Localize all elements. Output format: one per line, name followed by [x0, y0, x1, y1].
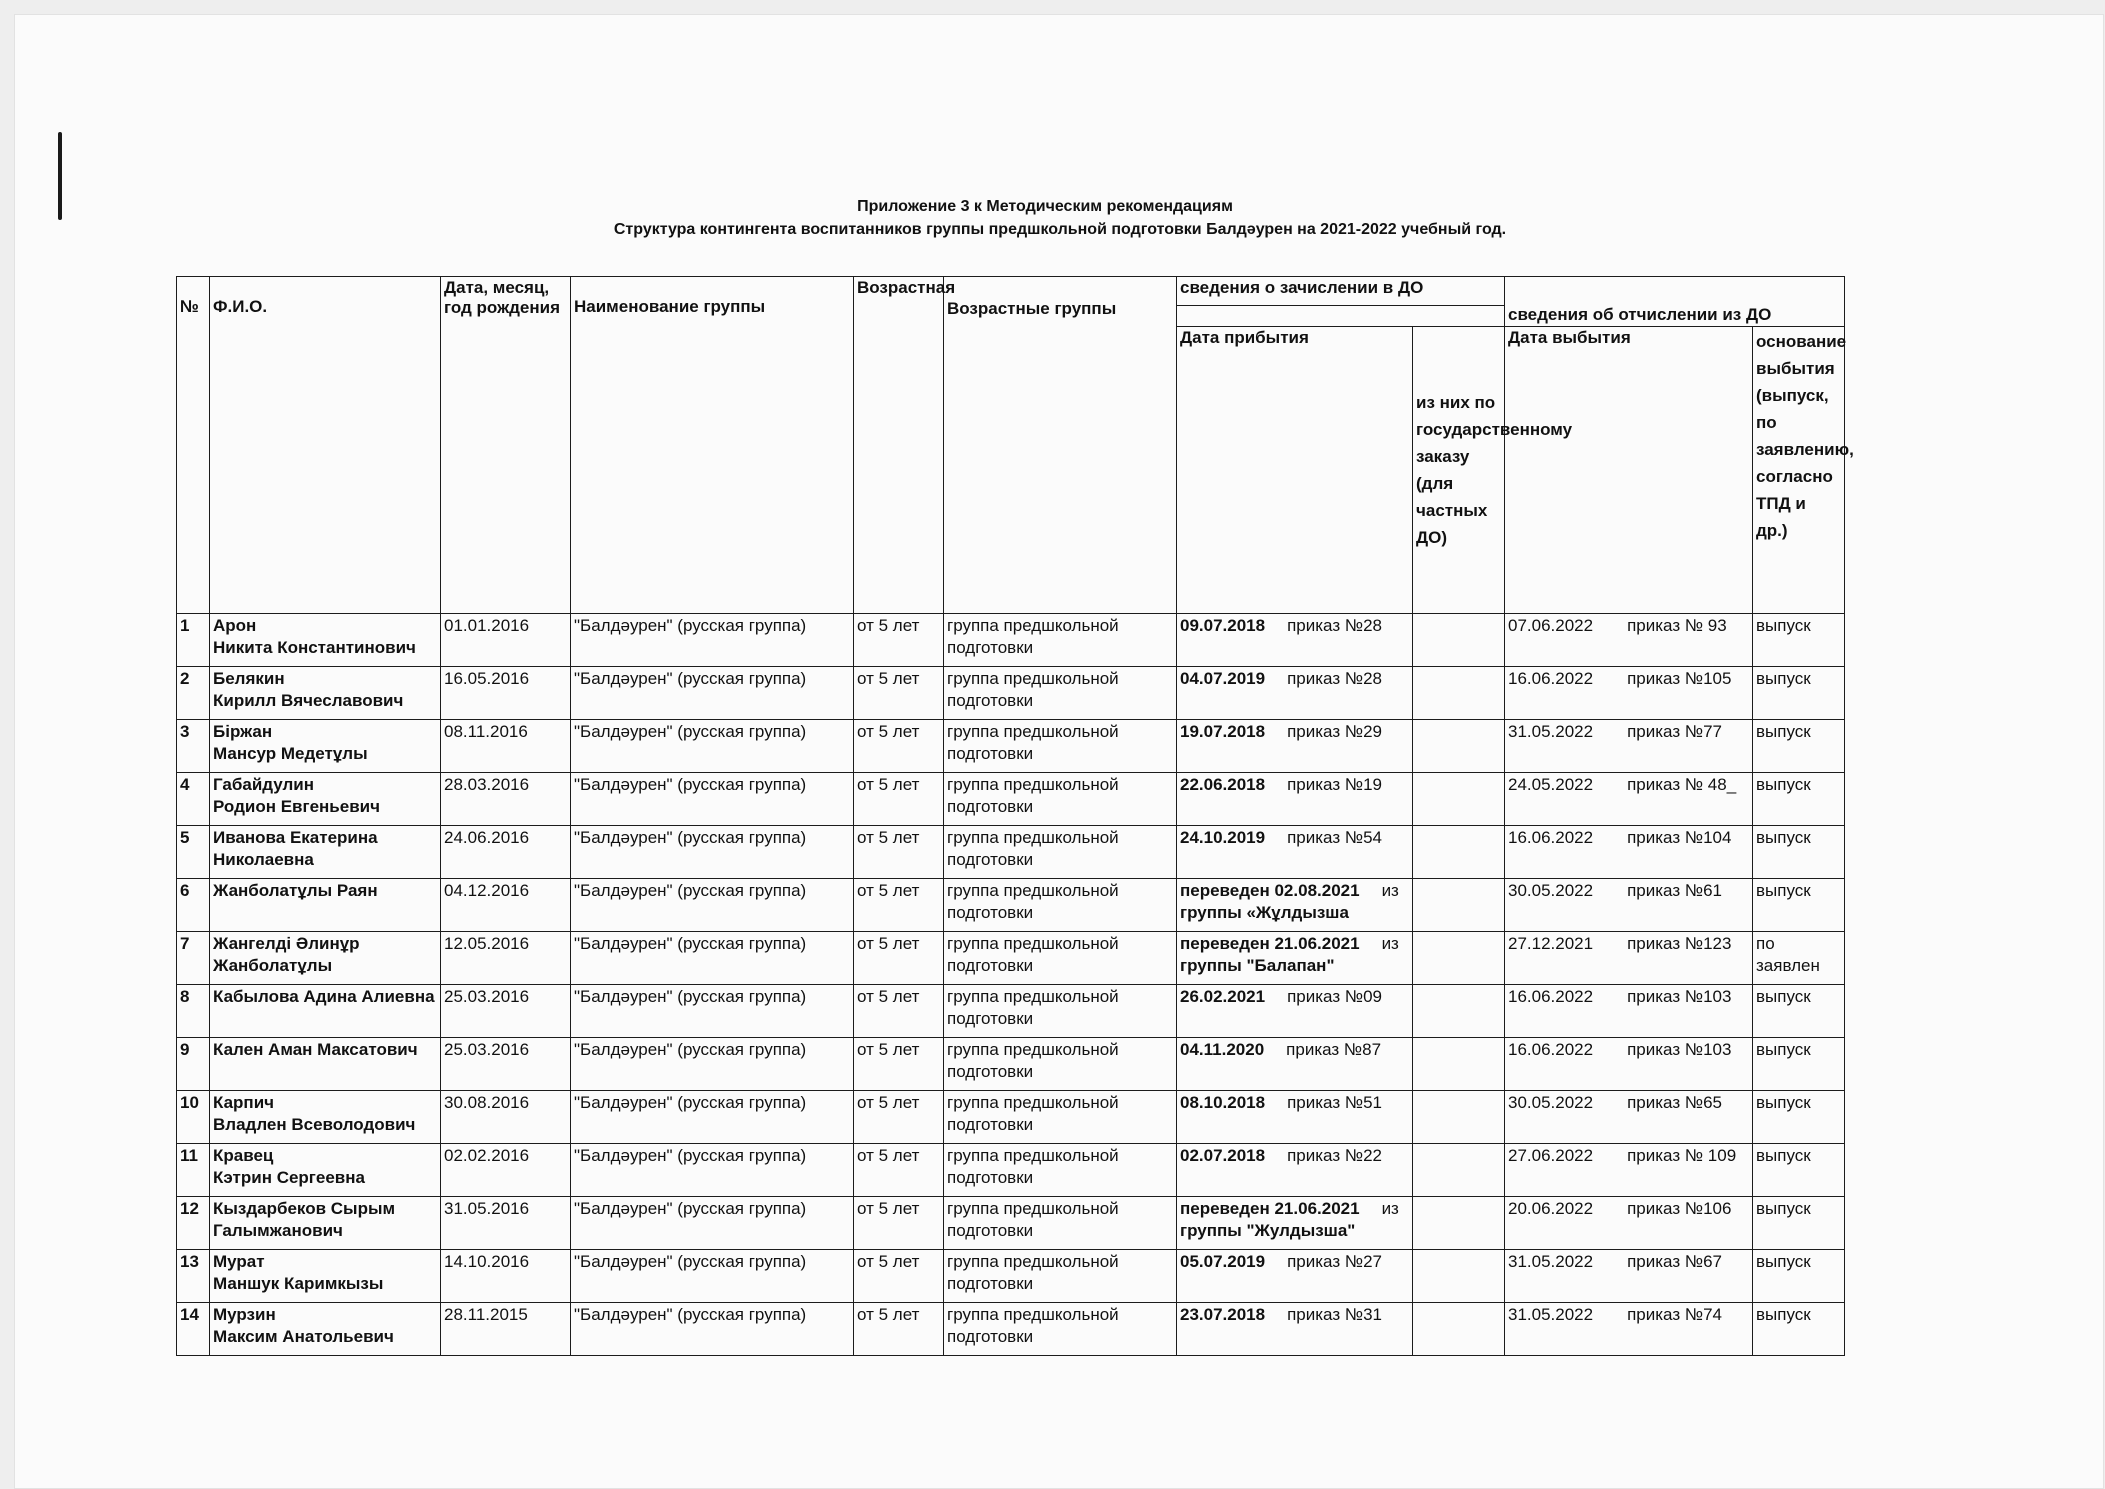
row-state-order	[1413, 667, 1505, 720]
row-departure: 16.06.2022 приказ №105	[1505, 667, 1753, 720]
row-arrival: переведен 02.08.2021 из группы «Жұлдызша	[1177, 879, 1413, 932]
table-row	[177, 879, 1845, 932]
row-reason: выпуск	[1753, 1197, 1845, 1250]
row-arrival: 09.07.2018 приказ №28	[1177, 614, 1413, 667]
row-number: 5	[177, 826, 210, 879]
row-age-group: группа предшкольной подготовки	[944, 614, 1177, 667]
row-age-group: группа предшкольной подготовки	[944, 1197, 1177, 1250]
header-departure-date: Дата выбытия	[1505, 327, 1753, 614]
row-number: 7	[177, 932, 210, 985]
title-line-2: Структура контингента воспитанников группы предшкольной подготовки Балдәурен на 2021-2022 учебный год.	[613, 221, 1507, 238]
row-dob: 14.10.2016	[441, 1250, 571, 1303]
table-row	[177, 773, 1845, 826]
row-dob: 31.05.2016	[441, 1197, 571, 1250]
row-state-order	[1413, 720, 1505, 773]
row-age-group: группа предшкольной подготовки	[944, 1303, 1177, 1356]
header-dob: Дата, месяц, год рождения	[441, 277, 571, 614]
header-enrollment: сведения о зачислении в ДО	[1177, 277, 1505, 306]
row-fio: Иванова Екатерина Николаевна	[210, 826, 441, 879]
row-fio: Мурат Маншук Каримкызы	[210, 1250, 441, 1303]
row-group: "Балдәурен" (русская группа)	[571, 826, 854, 879]
row-state-order	[1413, 1197, 1505, 1250]
row-group: "Балдәурен" (русская группа)	[571, 1197, 854, 1250]
header-reason: основание выбытия (выпуск, по заявлению, согласно ТПД и др.)	[1753, 327, 1845, 614]
table-row	[177, 1250, 1845, 1303]
row-fio: Арон Никита Константинович	[210, 614, 441, 667]
row-age: от 5 лет	[854, 1197, 944, 1250]
row-group: "Балдәурен" (русская группа)	[571, 1144, 854, 1197]
row-arrival: 05.07.2019 приказ №27	[1177, 1250, 1413, 1303]
row-dob: 28.03.2016	[441, 773, 571, 826]
row-number: 3	[177, 720, 210, 773]
row-number: 9	[177, 1038, 210, 1091]
row-fio: Габайдулин Родион Евгеньевич	[210, 773, 441, 826]
table-body	[177, 614, 1845, 1356]
row-departure: 07.06.2022 приказ № 93	[1505, 614, 1753, 667]
row-dob: 12.05.2016	[441, 932, 571, 985]
header-arrival-date: Дата прибытия	[1177, 327, 1413, 614]
header-age: Возрастная	[854, 277, 944, 614]
row-arrival: 04.07.2019 приказ №28	[1177, 667, 1413, 720]
header-state-order: из них по государственному заказу (для частных ДО)	[1413, 327, 1505, 614]
row-group: "Балдәурен" (русская группа)	[571, 1091, 854, 1144]
row-group: "Балдәурен" (русская группа)	[571, 667, 854, 720]
row-fio: Кабылова Адина Алиевна	[210, 985, 441, 1038]
row-fio: Белякин Кирилл Вячеславович	[210, 667, 441, 720]
row-state-order	[1413, 985, 1505, 1038]
table-row	[177, 932, 1845, 985]
row-fio: Біржан Мансур Медетұлы	[210, 720, 441, 773]
row-arrival: 22.06.2018 приказ №19	[1177, 773, 1413, 826]
row-age: от 5 лет	[854, 1091, 944, 1144]
header-group-name: Наименование группы	[571, 277, 854, 614]
row-number: 6	[177, 879, 210, 932]
row-age-group: группа предшкольной подготовки	[944, 985, 1177, 1038]
row-age: от 5 лет	[854, 879, 944, 932]
row-dob: 24.06.2016	[441, 826, 571, 879]
row-number: 12	[177, 1197, 210, 1250]
row-age-group: группа предшкольной подготовки	[944, 879, 1177, 932]
row-state-order	[1413, 773, 1505, 826]
row-number: 4	[177, 773, 210, 826]
header-age-groups: Возрастные группы	[944, 277, 1177, 614]
row-group: "Балдәурен" (русская группа)	[571, 614, 854, 667]
row-reason: выпуск	[1753, 614, 1845, 667]
row-departure: 31.05.2022 приказ №67	[1505, 1250, 1753, 1303]
row-age-group: группа предшкольной подготовки	[944, 932, 1177, 985]
row-number: 14	[177, 1303, 210, 1356]
row-departure: 30.05.2022 приказ №65	[1505, 1091, 1753, 1144]
row-fio: Мурзин Максим Анатольевич	[210, 1303, 441, 1356]
row-arrival: 23.07.2018 приказ №31	[1177, 1303, 1413, 1356]
header-num: №	[177, 277, 210, 614]
row-departure: 27.12.2021 приказ №123	[1505, 932, 1753, 985]
row-number: 10	[177, 1091, 210, 1144]
header-enrollment-sub	[1177, 306, 1505, 327]
row-state-order	[1413, 614, 1505, 667]
row-state-order	[1413, 1303, 1505, 1356]
row-arrival: 02.07.2018 приказ №22	[1177, 1144, 1413, 1197]
row-fio: Жанболатұлы Раян	[210, 879, 441, 932]
row-age-group: группа предшкольной подготовки	[944, 826, 1177, 879]
row-dob: 08.11.2016	[441, 720, 571, 773]
row-state-order	[1413, 1038, 1505, 1091]
table-row	[177, 667, 1845, 720]
row-dob: 02.02.2016	[441, 1144, 571, 1197]
row-age: от 5 лет	[854, 667, 944, 720]
binder-mark	[58, 132, 62, 220]
row-age: от 5 лет	[854, 773, 944, 826]
row-state-order	[1413, 879, 1505, 932]
row-group: "Балдәурен" (русская группа)	[571, 932, 854, 985]
row-number: 1	[177, 614, 210, 667]
row-state-order	[1413, 1250, 1505, 1303]
row-dob: 01.01.2016	[441, 614, 571, 667]
row-age-group: группа предшкольной подготовки	[944, 1091, 1177, 1144]
table-row	[177, 1144, 1845, 1197]
row-reason: выпуск	[1753, 1091, 1845, 1144]
row-departure: 31.05.2022 приказ №77	[1505, 720, 1753, 773]
row-group: "Балдәурен" (русская группа)	[571, 985, 854, 1038]
row-age-group: группа предшкольной подготовки	[944, 720, 1177, 773]
table-row	[177, 985, 1845, 1038]
row-arrival: 19.07.2018 приказ №29	[1177, 720, 1413, 773]
row-reason: выпуск	[1753, 773, 1845, 826]
row-group: "Балдәурен" (русская группа)	[571, 773, 854, 826]
row-age: от 5 лет	[854, 1303, 944, 1356]
row-reason: выпуск	[1753, 720, 1845, 773]
row-age-group: группа предшкольной подготовки	[944, 1038, 1177, 1091]
row-state-order	[1413, 1144, 1505, 1197]
row-number: 2	[177, 667, 210, 720]
contingent-table	[176, 276, 1854, 1356]
row-group: "Балдәурен" (русская группа)	[571, 879, 854, 932]
row-reason: выпуск	[1753, 826, 1845, 879]
row-reason: выпуск	[1753, 1144, 1845, 1197]
table-row	[177, 1197, 1845, 1250]
row-dob: 25.03.2016	[441, 1038, 571, 1091]
row-number: 13	[177, 1250, 210, 1303]
row-age-group: группа предшкольной подготовки	[944, 773, 1177, 826]
row-age: от 5 лет	[854, 826, 944, 879]
table-row	[177, 826, 1845, 879]
row-arrival: 04.11.2020 приказ №87	[1177, 1038, 1413, 1091]
row-arrival: 08.10.2018 приказ №51	[1177, 1091, 1413, 1144]
row-reason: выпуск	[1753, 1038, 1845, 1091]
row-dob: 30.08.2016	[441, 1091, 571, 1144]
row-departure: 24.05.2022 приказ № 48_	[1505, 773, 1753, 826]
row-age-group: группа предшкольной подготовки	[944, 1144, 1177, 1197]
row-reason: выпуск	[1753, 879, 1845, 932]
row-state-order	[1413, 826, 1505, 879]
row-arrival: 26.02.2021 приказ №09	[1177, 985, 1413, 1038]
row-fio: Жангелді Әлинұр Жанболатұлы	[210, 932, 441, 985]
row-group: "Балдәурен" (русская группа)	[571, 720, 854, 773]
row-age-group: группа предшкольной подготовки	[944, 667, 1177, 720]
table-row	[177, 1091, 1845, 1144]
row-dob: 25.03.2016	[441, 985, 571, 1038]
row-arrival: 24.10.2019 приказ №54	[1177, 826, 1413, 879]
table-row	[177, 1303, 1845, 1356]
row-departure: 16.06.2022 приказ №103	[1505, 1038, 1753, 1091]
row-age: от 5 лет	[854, 720, 944, 773]
row-group: "Балдәурен" (русская группа)	[571, 1250, 854, 1303]
row-arrival: переведен 21.06.2021 из группы "Жулдызша"	[1177, 1197, 1413, 1250]
title-line-1: Приложение 3 к Методическим рекомендациям	[857, 198, 1233, 215]
row-dob: 28.11.2015	[441, 1303, 571, 1356]
row-fio: Карпич Владлен Всеволодович	[210, 1091, 441, 1144]
row-state-order	[1413, 932, 1505, 985]
table-row	[177, 720, 1845, 773]
row-state-order	[1413, 1091, 1505, 1144]
row-reason: выпуск	[1753, 1250, 1845, 1303]
row-reason: выпуск	[1753, 985, 1845, 1038]
row-reason: выпуск	[1753, 667, 1845, 720]
row-departure: 20.06.2022 приказ №106	[1505, 1197, 1753, 1250]
row-number: 8	[177, 985, 210, 1038]
row-fio: Кыздарбеков Сырым Галымжанович	[210, 1197, 441, 1250]
row-dob: 16.05.2016	[441, 667, 571, 720]
header-dismissal: сведения об отчислении из ДО	[1505, 277, 1845, 327]
row-age: от 5 лет	[854, 932, 944, 985]
row-departure: 31.05.2022 приказ №74	[1505, 1303, 1753, 1356]
row-fio: Кален Аман Максатович	[210, 1038, 441, 1091]
row-age: от 5 лет	[854, 1250, 944, 1303]
row-age-group: группа предшкольной подготовки	[944, 1250, 1177, 1303]
row-dob: 04.12.2016	[441, 879, 571, 932]
row-group: "Балдәурен" (русская группа)	[571, 1303, 854, 1356]
row-reason: выпуск	[1753, 1303, 1845, 1356]
row-departure: 30.05.2022 приказ №61	[1505, 879, 1753, 932]
row-age: от 5 лет	[854, 1144, 944, 1197]
table-row	[177, 614, 1845, 667]
document-title	[560, 195, 1560, 241]
row-departure: 16.06.2022 приказ №103	[1505, 985, 1753, 1038]
row-age: от 5 лет	[854, 614, 944, 667]
header-fio: Ф.И.О.	[210, 277, 441, 614]
row-fio: Кравец Кэтрин Сергеевна	[210, 1144, 441, 1197]
row-group: "Балдәурен" (русская группа)	[571, 1038, 854, 1091]
row-reason: по заявлен	[1753, 932, 1845, 985]
row-age: от 5 лет	[854, 1038, 944, 1091]
row-arrival: переведен 21.06.2021 из группы "Балапан"	[1177, 932, 1413, 985]
table-row	[177, 1038, 1845, 1091]
row-age: от 5 лет	[854, 985, 944, 1038]
row-departure: 16.06.2022 приказ №104	[1505, 826, 1753, 879]
row-number: 11	[177, 1144, 210, 1197]
row-departure: 27.06.2022 приказ № 109	[1505, 1144, 1753, 1197]
